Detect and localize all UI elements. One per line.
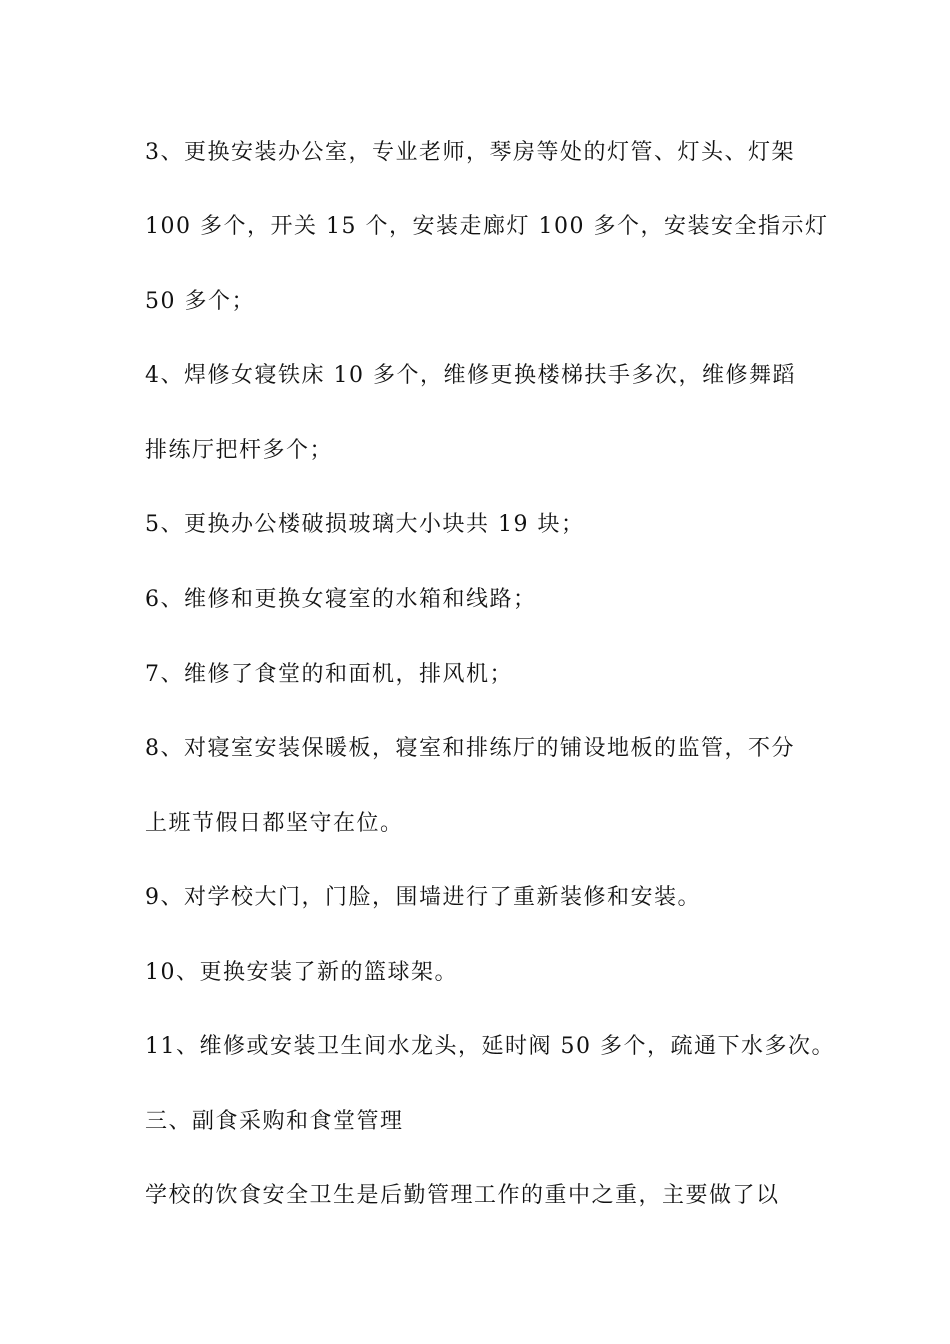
text-line-item-5: 5、更换办公楼破损玻璃大小块共 19 块；	[145, 512, 585, 537]
text-line-item-7: 7、维修了食堂的和面机，排风机；	[145, 662, 513, 687]
text-line-item-8b: 上班节假日都坚守在位。	[145, 811, 404, 836]
text-line-item-9: 9、对学校大门，门脸，围墙进行了重新装修和安装。	[145, 885, 701, 910]
text-line-item-3a: 3、更换安装办公室，专业老师，琴房等处的灯管、灯头、灯架	[145, 140, 795, 165]
text-line-item-11: 11、维修或安装卫生间水龙头，延时阀 50 多个，疏通下水多次。	[145, 1034, 835, 1059]
section-heading: 三、副食采购和食堂管理	[145, 1109, 404, 1134]
text-line-item-6: 6、维修和更换女寝室的水箱和线路；	[145, 587, 537, 612]
text-line-item-3b: 100 多个，开关 15 个，安装走廊灯 100 多个，安装安全指示灯	[145, 214, 829, 239]
text-line-item-8a: 8、对寝室安装保暖板，寝室和排练厅的铺设地板的监管，不分	[145, 736, 795, 761]
text-line-item-4a: 4、焊修女寝铁床 10 多个，维修更换楼梯扶手多次，维修舞蹈	[145, 363, 796, 388]
text-line-item-10: 10、更换安装了新的篮球架。	[145, 960, 458, 985]
text-line-item-4b: 排练厅把杆多个；	[145, 438, 334, 463]
paragraph-line: 学校的饮食安全卫生是后勤管理工作的重中之重，主要做了以	[145, 1183, 780, 1208]
text-line-item-3c: 50 多个；	[145, 289, 255, 314]
